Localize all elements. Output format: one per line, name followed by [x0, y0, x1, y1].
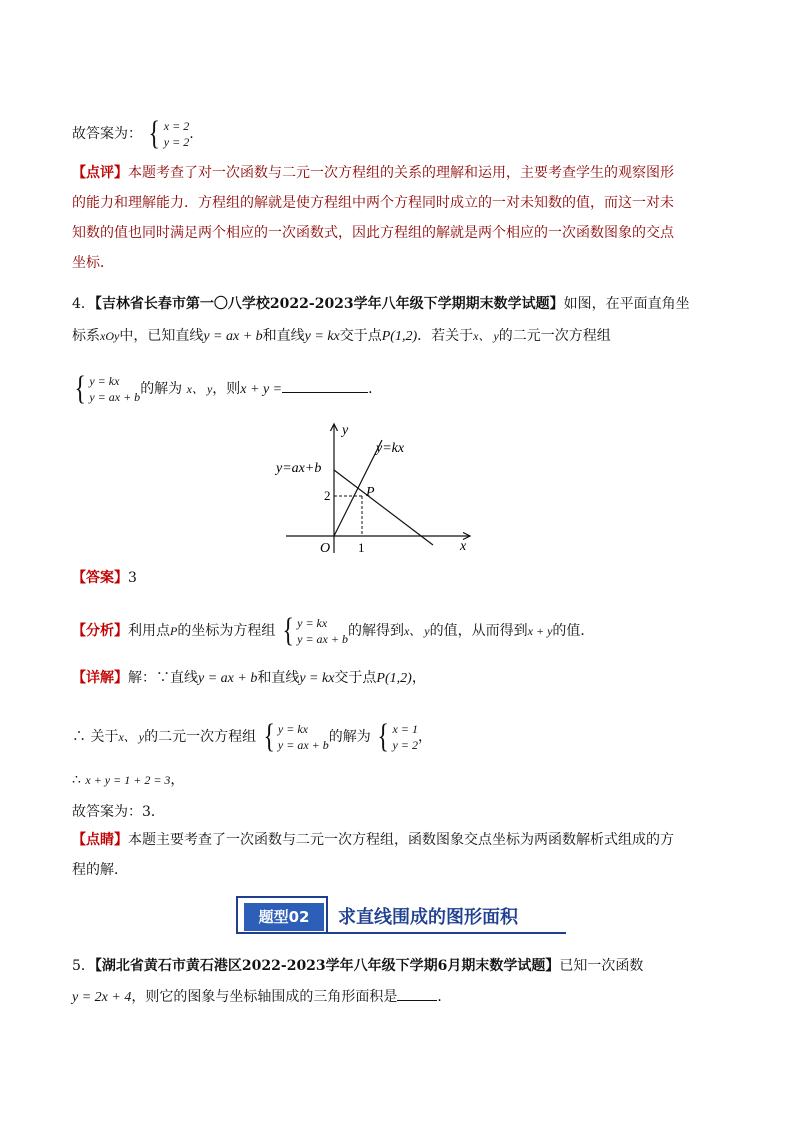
- brace-icon: {: [282, 612, 294, 649]
- q4-analysis-vars: x、 y: [403, 624, 430, 638]
- q3-comment-line1: [72, 163, 674, 183]
- q3-comment-line2: 的能力和理解能力．方程组的解就是使方程组中两个方程同时成立的一对未知数的值，而这一对未: [72, 195, 674, 211]
- label-y: y: [342, 423, 349, 438]
- brace-icon: {: [148, 115, 161, 152]
- q4-stem2-point: P(1,2): [381, 329, 418, 344]
- q4-detail-label: 【详解】: [72, 670, 128, 686]
- q4-analysis-e: 的值．: [552, 623, 595, 639]
- q4-stem3-vars: x、 y: [186, 382, 213, 396]
- tick-x-1: 1: [358, 540, 365, 555]
- q4-analysis-d: 的值，从而得到: [429, 623, 528, 639]
- q4-detail-b: 直线: [170, 670, 198, 686]
- q4-analysis-system: [280, 614, 348, 648]
- therefore-icon: ∴: [72, 772, 81, 788]
- q5-stem-line1: [72, 956, 643, 976]
- q4-stem3-expr: x + y =: [240, 382, 283, 397]
- q4-stem1-tail: 如图，在平面直角坐: [563, 296, 690, 312]
- q4-analysis-system-row2: y = ax + b: [297, 632, 348, 646]
- q3-comment-line3: 知数的值也同时满足两个相应的一次函数式，因此方程组的解就是两个相应的一次函数图象的交点: [72, 225, 674, 241]
- label-p: P: [366, 485, 375, 500]
- q4-step2-b: 的二元一次方程组: [144, 729, 257, 745]
- q4-analysis-c: 的解得到: [347, 623, 404, 639]
- q5-stem2-end: ．: [437, 989, 452, 1005]
- q4-answer-value: 3: [128, 570, 137, 586]
- q4-analysis-system-row1: y = kx: [297, 616, 328, 630]
- q4-step2-vars: x、 y: [118, 730, 145, 744]
- q5-stem2-text: ，则它的图象与坐标轴围成的三角形面积是: [131, 989, 398, 1005]
- therefore-icon: ∴: [72, 729, 86, 745]
- q4-stem2-e: ．若关于: [417, 328, 474, 344]
- q4-step2-a: 关于: [90, 729, 119, 745]
- q4-number: 4．: [72, 296, 95, 312]
- q4-answer-label: 【答案】: [72, 570, 128, 586]
- q5-stem-line2: [72, 986, 451, 1008]
- q4-system-row2: y = ax + b: [89, 390, 141, 404]
- q4-analysis-b: 的坐标为方程组: [177, 623, 276, 639]
- q4-comment-line1: [72, 830, 674, 850]
- q3-answer-suffix: .: [189, 126, 194, 142]
- section-tag: [236, 896, 328, 934]
- q4-detail-line2: [72, 720, 432, 754]
- q4-analysis-line: [72, 614, 594, 648]
- label-x: x: [460, 539, 467, 554]
- q3-answer-row2: y = 2: [163, 135, 190, 149]
- label-line-kx: y=kx: [376, 441, 405, 456]
- q3-comment-text1: 本题考查了对一次函数与二元一次方程组的关系的理解和运用，主要考查学生的观察图形: [128, 165, 674, 181]
- q4-detail-point: P(1,2): [376, 671, 412, 686]
- q4-analysis-expr: x + y: [527, 624, 553, 638]
- section-tag-label: 题型02: [244, 903, 324, 931]
- q4-step2-system-row1: y = kx: [277, 722, 308, 736]
- q4-detail-eq2: y = kx: [299, 671, 335, 686]
- q4-comment-line2: 程的解．: [72, 862, 128, 878]
- q4-stem2-b: 中，已知直线: [119, 328, 204, 344]
- q4-detail-d: 交于点: [334, 670, 377, 686]
- q4-step2-system: [261, 720, 329, 754]
- q4-final-answer: 故答案为：3．: [72, 804, 165, 820]
- q5-number: 5．: [72, 958, 95, 974]
- q5-stem1-tail: 已知一次函数: [559, 958, 644, 974]
- q4-figure: [270, 418, 480, 558]
- q4-detail-a: 解：: [128, 670, 156, 686]
- answer-blank: [282, 378, 368, 393]
- q4-comment-label: 【点睛】: [72, 832, 128, 848]
- q4-solution-row1: x = 1: [392, 722, 418, 736]
- q4-step3-expr: x + y = 1 + 2 = 3: [85, 773, 171, 787]
- q4-stem3-b: ，则: [212, 381, 241, 397]
- q3-answer-line: [72, 117, 194, 151]
- label-origin: O: [320, 541, 331, 556]
- q4-stem2-f: 的二元一次方程组: [498, 328, 611, 344]
- q4-detail-eq1: y = ax + b: [198, 671, 258, 686]
- because-icon: ∵: [156, 670, 170, 686]
- brace-icon: {: [74, 370, 86, 407]
- q4-system-row1: y = kx: [89, 374, 120, 388]
- q4-step3-end: ，: [170, 772, 185, 788]
- q4-stem2-d: 交于点: [339, 328, 382, 344]
- q4-solution-row2: y = 2: [392, 738, 418, 752]
- section-title: 求直线围成的图形面积: [338, 907, 518, 928]
- brace-icon: {: [263, 718, 275, 755]
- q4-system: [72, 372, 140, 406]
- label-line-ab: y=ax+b: [276, 461, 322, 476]
- q4-stem2-c: 和直线: [262, 328, 305, 344]
- q4-stem2-xoy: xOy: [100, 329, 120, 343]
- q4-detail-line3: [72, 770, 184, 790]
- q4-detail-e: ，: [411, 670, 426, 686]
- tick-y-2: 2: [324, 488, 331, 503]
- q4-comment-text1: 本题主要考查了一次函数与二元一次方程组，函数图象交点坐标为两函数解析式组成的方: [128, 832, 674, 848]
- answer-blank: [397, 986, 437, 1001]
- q5-stem2-eq: y = 2x + 4: [72, 990, 132, 1005]
- q4-stem3-a: 的解为: [140, 381, 183, 397]
- q4-stem-line2: [72, 326, 611, 347]
- q4-detail-line1: [72, 668, 426, 689]
- q4-detail-c: 和直线: [257, 670, 300, 686]
- q3-answer-row1: x = 2: [163, 119, 190, 133]
- q4-analysis-a: 利用点: [128, 623, 170, 639]
- q4-stem2-eq1: y = ax + b: [203, 329, 263, 344]
- q4-stem-line1: [72, 294, 690, 314]
- q4-stem2-eq2: y = kx: [304, 329, 340, 344]
- brace-icon: {: [377, 718, 390, 755]
- q3-comment-label: 【点评】: [72, 165, 128, 181]
- q4-stem2-a: 标系: [72, 328, 100, 344]
- q4-stem2-vars: x、 y: [473, 329, 499, 343]
- q4-source: 【吉林省长春市第一〇八学校2022-2023学年八年级下学期期末数学试题】: [94, 296, 564, 312]
- section-underline: [328, 932, 566, 934]
- q3-answer-system: [146, 117, 189, 151]
- q4-solution-system: [375, 720, 418, 754]
- section-banner: [236, 896, 566, 938]
- q5-source: 【湖北省黄石市黄石港区2022-2023学年八年级下学期6月期末数学试题】: [94, 958, 560, 974]
- q4-answer-line: [72, 568, 137, 588]
- q3-comment-line4: 坐标．: [72, 255, 114, 271]
- q4-step2-end: ，: [417, 729, 432, 745]
- q3-answer-prefix: 故答案为：: [72, 126, 142, 142]
- q4-stem-line3: [72, 372, 382, 406]
- q4-step2-c: 的解为: [328, 729, 371, 745]
- q4-step2-system-row2: y = ax + b: [277, 738, 329, 752]
- q4-analysis-label: 【分析】: [72, 623, 128, 639]
- q4-stem3-end: ．: [368, 381, 383, 397]
- q4-analysis-p: P: [170, 624, 178, 638]
